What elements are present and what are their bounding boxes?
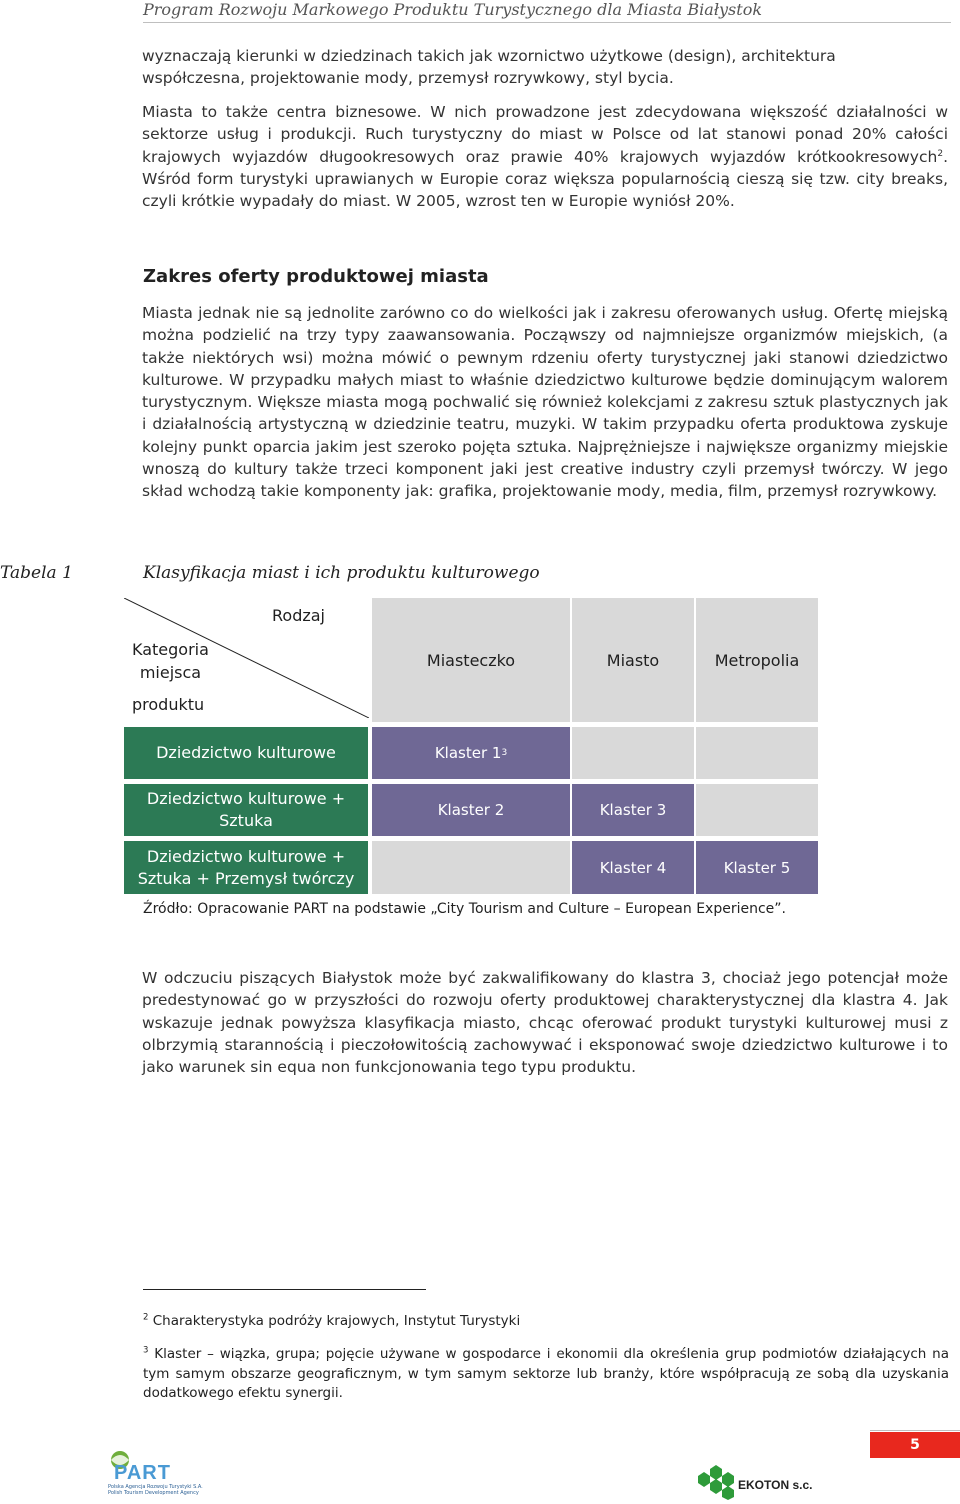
part-logo-subtitle-1: Polska Agencja Rozwoju Turystyki S.A. xyxy=(108,1484,203,1490)
footnote-divider xyxy=(143,1289,426,1290)
row-label-heritage-art-1: Dziedzictwo kulturowe + xyxy=(146,789,346,808)
part-logo xyxy=(100,1448,230,1500)
row-label-heritage-art-2: Sztuka xyxy=(219,811,273,830)
ekoton-hexagon-icon xyxy=(692,1462,740,1500)
corner-label-product: produktu xyxy=(132,695,205,714)
column-header-metropolia: Metropolia xyxy=(696,598,818,722)
footnote-2 xyxy=(143,1312,949,1332)
column-header-miasteczko: Miasteczko xyxy=(372,598,570,722)
part-logo-text: PART xyxy=(114,1462,171,1484)
table-caption: Klasyfikacja miast i ich produktu kulturowego xyxy=(143,563,540,583)
footnote-3-text: Klaster – wiązka, grupa; pojęcie używane w gospodarce i ekonomii dla określenia grup podmiotów działających na tym samym obszarze geograficznym, w tym samym sektorze lub branży, które współpracują ze sobą dla uzyskania dodatkowego efektu synergii. xyxy=(143,1346,949,1401)
cell-klaster-4: Klaster 4 xyxy=(572,841,694,894)
cell-row3-miasteczko xyxy=(372,841,570,894)
part-logo-subtitle xyxy=(108,1484,203,1496)
cell-klaster-2: Klaster 2 xyxy=(372,784,570,836)
conclusion-paragraph: W odczuciu piszących Białystok może być zakwalifikowany do klastra 3, chociaż jego potencjał może predestynować go w przyszłości do rozwoju oferty produktowej charakterystycznej dla klastra 4. Jak wskazuje jednak powyższa klasyfikacja miasto, chcąc oferować produkt turystyki kulturowej musi z olbrzymią starannością i pieczołowitością zachowywać i eksponować swoje dziedzictwo kulturowe i to jako warunek sin equa non funkcjonowania tego typu produktu. xyxy=(142,969,948,1077)
paragraph-1 xyxy=(142,45,948,90)
ekoton-logo-text: EKOTON s.c. xyxy=(738,1478,813,1492)
table-source: Źródło: Opracowanie PART na podstawie „City Tourism and Culture – European Experience”. xyxy=(143,901,786,917)
page-number: 5 xyxy=(870,1432,960,1458)
corner-label-category-1: Kategoria xyxy=(132,640,209,659)
table-label: Tabela 1 xyxy=(0,563,73,583)
row-label-heritage-art xyxy=(124,784,368,836)
row-label-heritage-art-industry-1: Dziedzictwo kulturowe + xyxy=(146,846,346,866)
footnote-2-number: 2 xyxy=(143,1312,149,1323)
ekoton-logo xyxy=(692,1462,822,1500)
cell-klaster-3: Klaster 3 xyxy=(572,784,694,836)
section-title: Zakres oferty produktowej miasta xyxy=(143,266,489,287)
part-logo-subtitle-2: Polish Tourism Development Agency xyxy=(108,1490,199,1496)
running-header: Program Rozwoju Markowego Produktu Turystycznego dla Miasta Białystok xyxy=(143,0,763,19)
header-divider xyxy=(143,22,951,23)
corner-label-category xyxy=(132,638,209,684)
cell-row2-metropolia xyxy=(696,784,818,836)
cell-row1-metropolia xyxy=(696,727,818,779)
paragraph-2-text-a: Miasta to także centra biznesowe. W nich prowadzone jest zdecydowana większość działalności w sektorze usług i produkcji. Ruch turystyczny do miast w Polsce od lat stanowi ponad 20% całości krajowych wyjazdów długookresowych oraz prawie 40% krajowych wyjazdów krótkookresowych xyxy=(142,103,948,166)
section-body: Miasta jednak nie są jednolite zarówno co do wielkości jak i zakresu oferowanych usług. Ofertę miejską można podzielić na trzy typy zaawansowania. Począwszy od najmniejsze organizmów miejskich, (a także niektórych wsi) można mówić o pewnym rdzeniu oferty turystycznej jaki stanowi dziedzictwo kulturowe. W przypadku małych miast to właśnie dziedzictwo kulturowe będzie dominującym walorem turystycznym. Większe miasta mogą pochwalić się również kolekcjami z zakresu sztuk plastycznych jak i działalnością artystyczną w dziedzinie teatru, muzyki. W takim przypadku oferta produktowa zyskuje kolejny punkt oparcia jakim jest szeroko pojęta sztuka. Najprężniejsze i największe organizmy miejskie wnoszą do kultury także trzeci komponent jaki jest creative industry czyli przemysł twórczy. W jego skład wchodzą takie komponenty jak: grafika, projektowanie mody, media, film, przemysł rozrywkowy. xyxy=(142,304,948,501)
page-number-divider xyxy=(870,1430,960,1431)
cell-klaster-1: Klaster 1 3 xyxy=(372,727,570,779)
footnote-3-number: 3 xyxy=(143,1345,149,1356)
row-label-heritage-art-industry xyxy=(124,841,368,894)
corner-label-category-2: miejsca xyxy=(139,663,202,682)
footnote-3 xyxy=(143,1345,949,1404)
cell-row1-miasto xyxy=(572,727,694,779)
cell-klaster-1-text: Klaster 1 xyxy=(434,744,502,762)
corner-label-type: Rodzaj xyxy=(272,606,325,625)
footnote-2-text: Charakterystyka podróży krajowych, Instytut Turystyki xyxy=(152,1313,521,1329)
cell-klaster-5: Klaster 5 xyxy=(696,841,818,894)
row-label-heritage-art-industry-2: Sztuka + Przemysł twórczy xyxy=(137,868,355,888)
table-corner-cell xyxy=(124,598,369,718)
paragraph-1-line-1: wyznaczają kierunki w dziedzinach takich jak wzornictwo użytkowe (design), architektura xyxy=(142,47,836,65)
paragraph-2 xyxy=(142,101,948,212)
classification-table xyxy=(124,598,818,894)
paragraph-1-line-2: współczesna, projektowanie mody, przemysł rozrywkowy, styl bycia. xyxy=(142,69,674,88)
column-header-miasto: Miasto xyxy=(572,598,694,722)
paragraph-2-text-b: . Wśród form turystyki uprawianych w Europie coraz większa popularnością cieszą się tzw. city breaks, czyli krótkie wypadały do miast. W 2005, wzrost ten w Europie wyniósł 20%. xyxy=(142,147,948,211)
footnote-ref-2[interactable]: 2 xyxy=(937,148,944,159)
row-label-heritage: Dziedzictwo kulturowe xyxy=(124,727,368,779)
